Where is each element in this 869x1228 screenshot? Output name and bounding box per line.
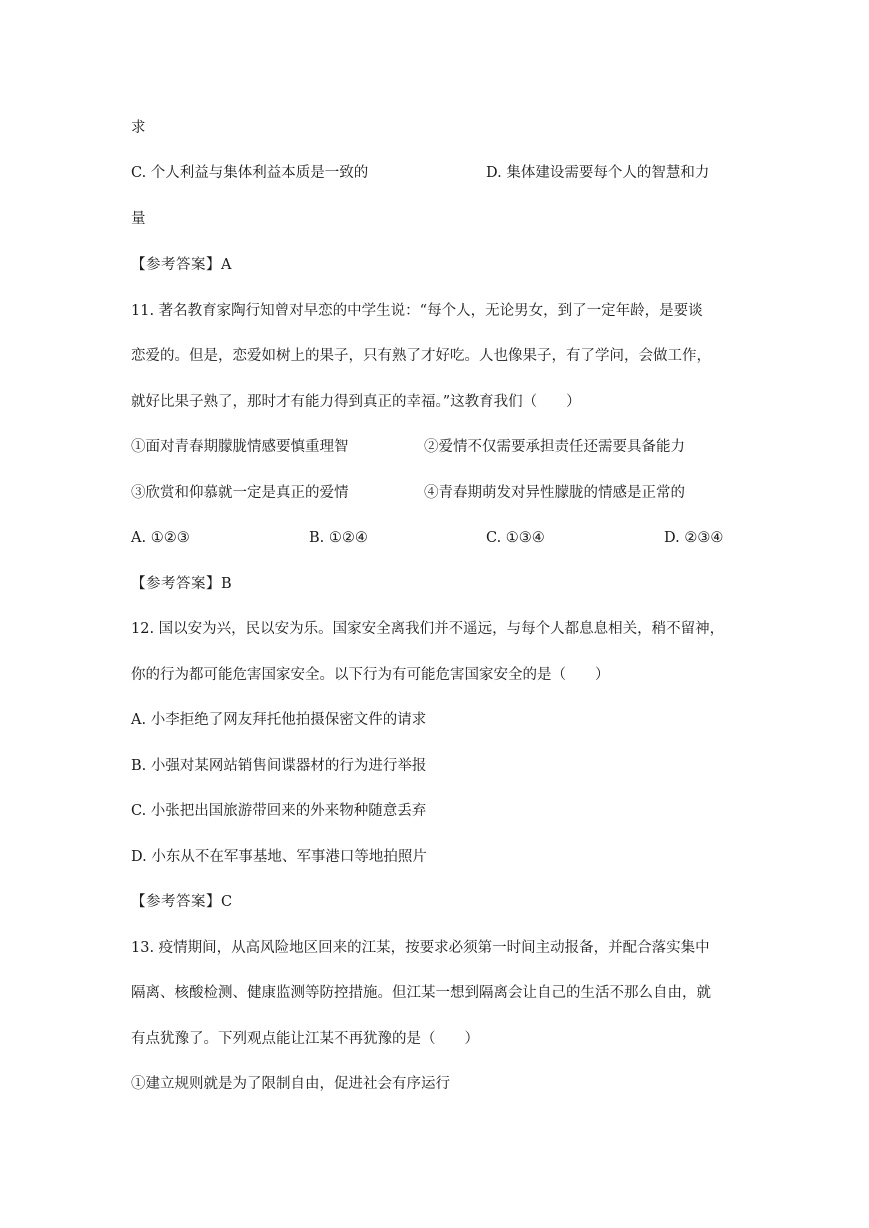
- q11-item-3: ③欣赏和仰慕就一定是真正的爱情: [131, 485, 349, 501]
- q10-continuation: 求: [131, 120, 146, 136]
- q11-option-d: D. ②③④: [664, 530, 724, 546]
- q11-item-4: ④青春期萌发对异性朦胧的情感是正常的: [424, 485, 685, 501]
- q10-answer: 【参考答案】A: [131, 257, 232, 273]
- q12-stem-line-2: 你的行为都可能危害国家安全。以下行为有可能危害国家安全的是（ ）: [131, 667, 610, 683]
- q13-stem-line-3: 有点犹豫了。下列观点能让江某不再犹豫的是（ ）: [131, 1031, 479, 1047]
- q13-stem-line-2: 隔离、核酸检测、健康监测等防控措施。但江某一想到隔离会让自己的生活不那么自由，就: [131, 985, 711, 1001]
- q11-option-b: B. ①②④: [309, 530, 368, 546]
- q11-answer: 【参考答案】B: [131, 576, 233, 592]
- q12-stem-line-1: 12. 国以安为兴，民以安为乐。国家安全离我们并不遥远，与每个人都息息相关，稍不留神，: [131, 621, 725, 637]
- q11-stem-line-2: 恋爱的。但是，恋爱如树上的果子，只有熟了才好吃。人也像果子，有了学问，会做工作，: [131, 348, 711, 364]
- q11-item-1: ①面对青春期朦胧情感要慎重理智: [131, 439, 349, 455]
- q11-stem-line-1: 11. 著名教育家陶行知曾对早恋的中学生说：“每个人，无论男女，到了一定年龄，是要谈: [131, 303, 703, 319]
- q10-option-c: C. 个人利益与集体利益本质是一致的: [131, 165, 369, 181]
- q11-option-a: A. ①②③: [131, 530, 190, 546]
- q11-stem-line-3: 就好比果子熟了，那时才有能力得到真正的幸福。”这教育我们（ ）: [131, 394, 581, 410]
- q11-option-c: C. ①③④: [486, 530, 545, 546]
- q12-option-b: B. 小强对某网站销售间谍器材的行为进行举报: [131, 758, 427, 774]
- q12-answer: 【参考答案】C: [131, 894, 233, 910]
- q12-option-d: D. 小东从不在军事基地、军事港口等地拍照片: [131, 849, 427, 865]
- q11-item-2: ②爱情不仅需要承担责任还需要具备能力: [424, 439, 685, 455]
- q10-option-d-continuation: 量: [131, 211, 146, 227]
- q12-option-c: C. 小张把出国旅游带回来的外来物种随意丢弃: [131, 803, 427, 819]
- q10-option-d: D. 集体建设需要每个人的智慧和力: [486, 165, 710, 181]
- q12-option-a: A. 小李拒绝了网友拜托他拍摄保密文件的请求: [131, 712, 427, 728]
- q13-item-1: ①建立规则就是为了限制自由，促进社会有序运行: [131, 1076, 450, 1092]
- q13-stem-line-1: 13. 疫情期间，从高风险地区回来的江某，按要求必须第一时间主动报备，并配合落实集中: [131, 940, 710, 956]
